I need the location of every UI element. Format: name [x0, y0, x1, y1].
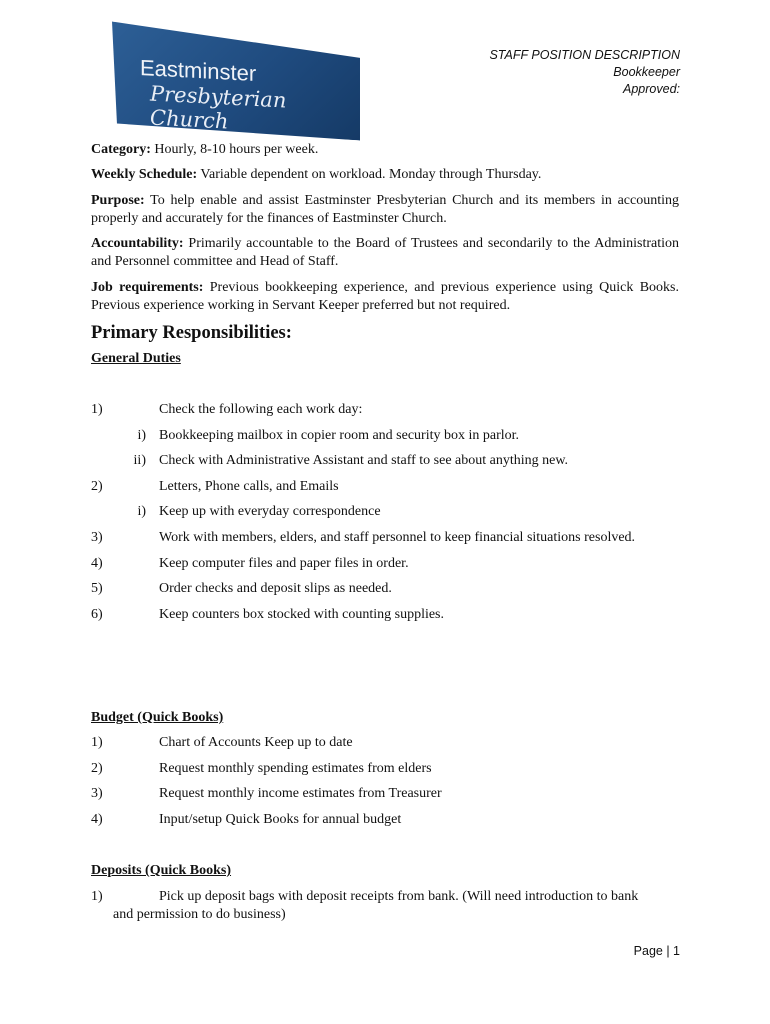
accountability-label: Accountability: [91, 236, 184, 251]
list-text: Work with members, elders, and staff personnel to keep financial situations resolved. [159, 530, 636, 545]
deposits-heading: Deposits (Quick Books) [91, 863, 232, 878]
budget-heading: Budget (Quick Books) [91, 710, 224, 725]
category-label: Category: [91, 142, 151, 157]
job-requirements-value: Previous bookkeeping experience, and previous experience using Quick Books. Previous experience working in Servant Keeper preferred but not required. [91, 280, 679, 313]
list-number: i) [137, 504, 146, 519]
job-requirements-label: Job requirements: [91, 280, 204, 295]
list-text: Chart of Accounts Keep up to date [159, 735, 353, 750]
schedule-value: Variable dependent on workload. Monday through Thursday. [197, 167, 542, 182]
list-number: 2) [91, 761, 103, 776]
accountability-value: Primarily accountable to the Board of Trustees and secondarily to the Administration and Personnel committee and Head of Staff. [91, 236, 679, 269]
list-number: 3) [91, 786, 103, 801]
list-number: 4) [91, 556, 103, 571]
purpose-label: Purpose: [91, 193, 145, 208]
purpose-value: To help enable and assist Eastminster Presbyterian Church and its members in accounting properly and accurately for the finances of Eastminster Church. [91, 193, 679, 226]
schedule-label: Weekly Schedule: [91, 167, 198, 182]
list-number: 1) [91, 402, 103, 417]
document-header [489, 47, 680, 98]
list-text: Order checks and deposit slips as needed. [159, 581, 392, 596]
list-number: 5) [91, 581, 103, 596]
church-logo [112, 22, 360, 141]
list-number: 6) [91, 607, 103, 622]
header-position: Bookkeeper [613, 65, 680, 79]
logo-script: Presbyterian Church [150, 81, 287, 134]
page-number: Page | 1 [633, 944, 680, 958]
list-text: Input/setup Quick Books for annual budget [159, 812, 402, 827]
logo-title: Eastminster [140, 54, 257, 87]
primary-responsibilities-heading: Primary Responsibilities: [91, 323, 292, 343]
accountability-field [91, 235, 679, 270]
list-number: 3) [91, 530, 103, 545]
schedule-field [91, 166, 679, 184]
deposit-text-line2: and permission to do business) [113, 906, 286, 922]
job-requirements-field [91, 279, 679, 314]
general-duties-heading: General Duties [91, 351, 181, 366]
deposit-item [91, 888, 679, 923]
list-number: 1) [91, 735, 103, 750]
list-text: Keep counters box stocked with counting supplies. [159, 607, 445, 622]
header-approved: Approved: [623, 82, 680, 96]
list-number: 4) [91, 812, 103, 827]
list-text: Bookkeeping mailbox in copier room and security box in parlor. [159, 428, 520, 443]
list-number: i) [137, 428, 146, 443]
list-text: Keep computer files and paper files in order. [159, 556, 409, 571]
list-number: 1) [91, 889, 103, 904]
category-field [91, 141, 679, 159]
list-text: Check the following each work day: [159, 402, 363, 417]
header-title: STAFF POSITION DESCRIPTION [489, 48, 680, 62]
list-number: ii) [133, 453, 146, 468]
list-text: Request monthly income estimates from Treasurer [159, 786, 442, 801]
list-text: Keep up with everyday correspondence [159, 504, 381, 519]
list-text: Letters, Phone calls, and Emails [159, 479, 339, 494]
list-text: Request monthly spending estimates from elders [159, 761, 432, 776]
category-value: Hourly, 8-10 hours per week. [150, 142, 319, 157]
list-number: 2) [91, 479, 103, 494]
purpose-field [91, 192, 679, 227]
deposit-text-line1: Pick up deposit bags with deposit receipts from bank. (Will need introduction to bank [159, 889, 639, 904]
list-text: Check with Administrative Assistant and staff to see about anything new. [159, 453, 569, 468]
